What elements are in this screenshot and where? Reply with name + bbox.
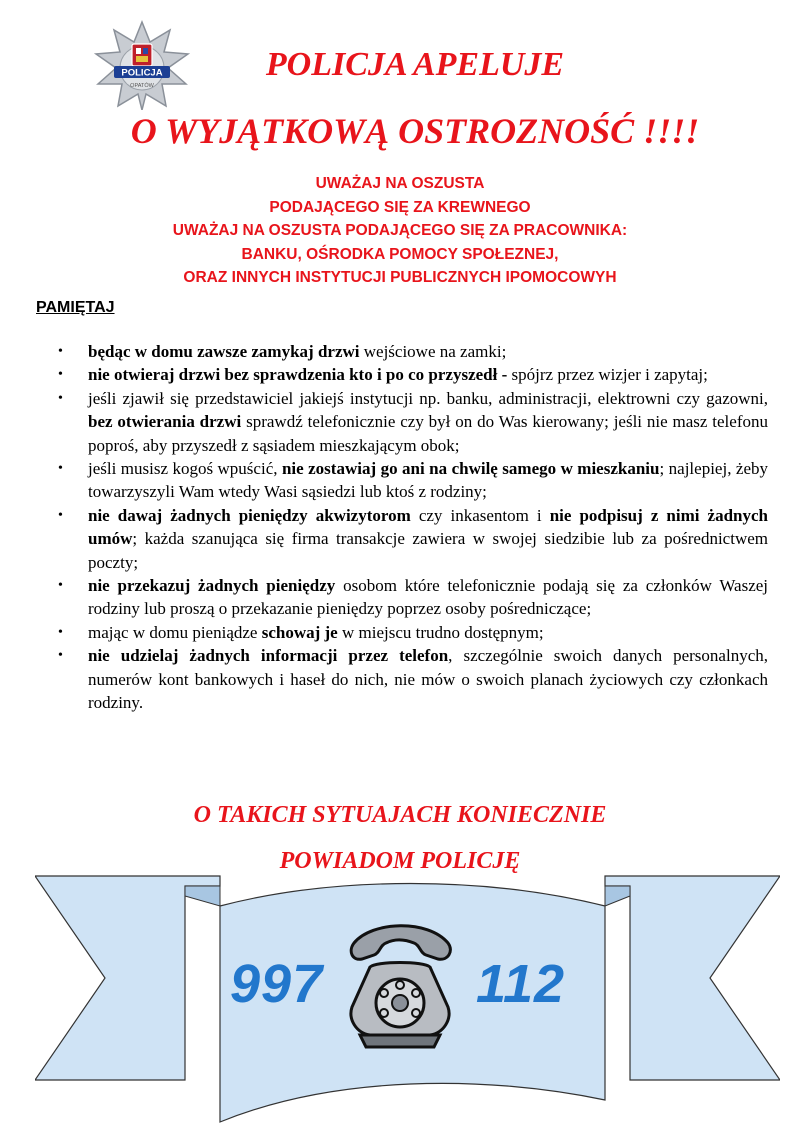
telephone-icon	[330, 915, 470, 1050]
emergency-number-997: 997	[230, 954, 324, 1014]
rules-list	[58, 340, 768, 715]
rule-text: czy inkasentom i	[410, 505, 550, 525]
rule-text-bold: nie otwieraj drzwi bez sprawdzenia kto i po co przyszedł -	[88, 365, 508, 385]
warning-block	[0, 172, 800, 290]
rule-text: jeśli musisz kogoś wpuścić,	[88, 459, 282, 479]
rule-text-bold: nie udzielaj żadnych informacji przez telefon	[88, 646, 449, 666]
rule-text-bold: nie przekazuj żadnych pieniędzy	[88, 576, 336, 596]
rule-text-bold: schowaj je	[261, 622, 338, 642]
title-line-1: POLICJA APELUJE	[265, 46, 565, 83]
badge-subtext: OPATÓW	[130, 83, 154, 89]
rule-item	[58, 363, 768, 386]
warning-line: BANKU, OŚRODKA POMOCY SPOŁEZNEJ,	[241, 245, 559, 263]
rule-item	[58, 574, 768, 621]
rule-item	[58, 621, 768, 644]
title-line-2: O WYJĄTKOWĄ OSTROZNOŚĆ !!!!	[130, 111, 700, 151]
rule-text: mając w domu pieniądze	[88, 622, 262, 642]
rule-text: osobom które telefonicznie podają się za członków Waszej rodziny lub proszą o przekazanie pieniędzy poprzez osoby pośredniczące;	[88, 576, 769, 619]
subheading-line-1: O TAKICH SYTUAJACH KONIECZNIE	[193, 802, 607, 828]
badge-text: POLICJA	[121, 67, 163, 79]
warning-line: UWAŻAJ NA OSZUSTA PODAJĄCEGO SIĘ ZA PRACOWNIKA:	[172, 222, 628, 239]
rule-item	[58, 504, 768, 574]
rule-item	[58, 340, 768, 363]
subheading-line-2: POWIADOM POLICJĘ	[279, 848, 521, 874]
rule-text: ; najlepiej, żeby towarzyszyli Wam wtedy Wasi sąsiedzi lub ktoś z rodziny;	[88, 459, 768, 502]
rule-item	[58, 644, 768, 714]
rule-text-bold: będąc w domu zawsze zamykaj drzwi	[88, 342, 360, 361]
rule-text: sprawdź telefonicznie czy był on do Was kierowany; jeśli nie masz telefonu poproś, aby przyszedł z sąsiadem mieszkającym obok;	[88, 412, 768, 455]
rule-text: , szczególnie swoich danych personalnych, numerów kont bankowych i haseł do nich, nie mów o swoich planach życiowych czy członkach rodziny.	[88, 646, 768, 713]
warning-line: UWAŻAJ NA OSZUSTA	[315, 175, 485, 192]
emergency-number-112: 112	[476, 954, 566, 1014]
rule-text: spójrz przez wizjer i zapytaj;	[507, 365, 708, 385]
rule-text: wejściowe na zamki;	[359, 342, 507, 361]
warning-line: PODAJĄCEGO SIĘ ZA KREWNEGO	[269, 198, 531, 216]
remember-heading: PAMIĘTAJ	[36, 299, 115, 316]
rule-text: w miejscu trudno dostępnym;	[337, 622, 544, 642]
rule-text-bold: nie podpisuj z nimi żadnych umów	[88, 505, 768, 549]
rule-text: jeśli zjawił się przedstawiciel jakiejś instytucji np. banku, administracji, elektrowni czy gazowni,	[88, 388, 768, 408]
rule-item	[58, 387, 768, 457]
rule-text-bold: bez otwierania drzwi	[88, 412, 242, 432]
warning-line: ORAZ INNYCH INSTYTUCJI PUBLICZNYCH IPOMOCOWYH	[183, 269, 617, 286]
rule-text-bold: nie dawaj żadnych pieniędzy akwizytorom	[88, 505, 411, 525]
rule-text-bold: nie zostawiaj go ani na chwilę samego w mieszkaniu	[281, 459, 660, 479]
rule-item	[58, 457, 768, 504]
rule-text: ; każda szanująca się firma transakcje zawiera w swojej siedzibie lub za pośrednictwem poczty;	[88, 529, 768, 572]
